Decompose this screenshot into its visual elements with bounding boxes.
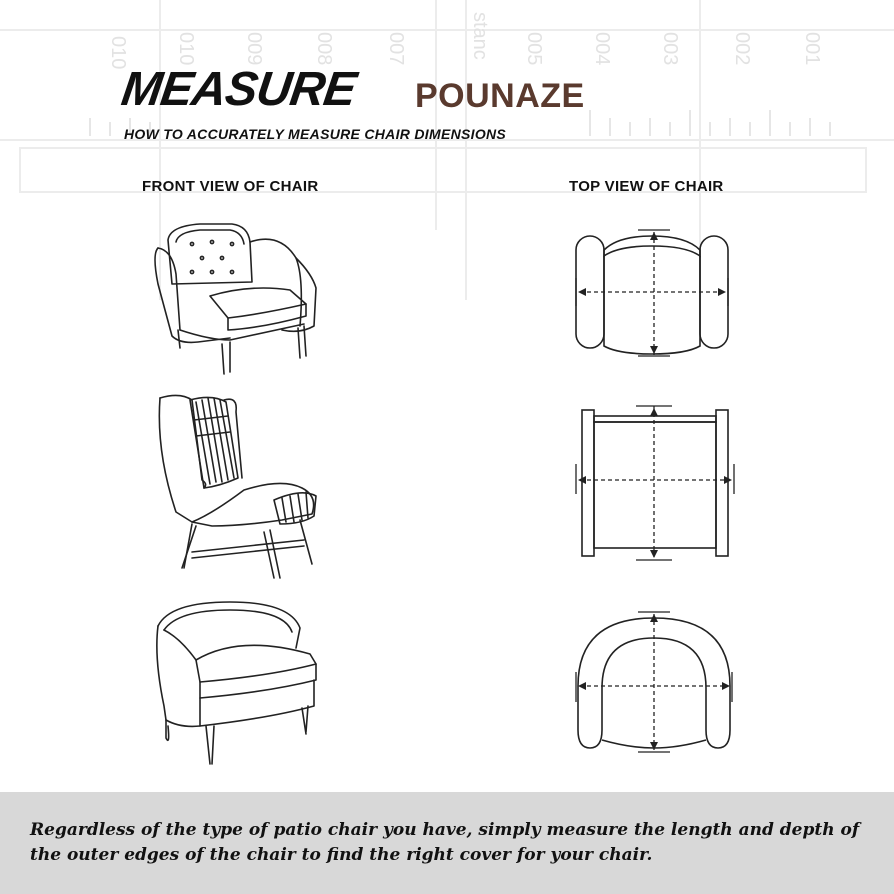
ruler-label: 007	[385, 32, 407, 66]
tufted-armchair-icon	[150, 218, 330, 380]
ruler-label: 009	[243, 32, 265, 66]
footer-note-bar	[0, 792, 894, 894]
rounded-seat-plan-icon	[568, 226, 736, 362]
ruler-label: 002	[731, 32, 753, 66]
top-view-heading: TOP VIEW OF CHAIR	[569, 178, 724, 195]
wingback-lounge-chair-icon	[152, 392, 328, 582]
ruler-label: 001	[801, 32, 823, 66]
ruler-label: 008	[313, 32, 335, 66]
brand-name: POUNAZE	[415, 77, 585, 115]
header	[118, 63, 585, 154]
background-ruler-graphic	[0, 0, 894, 330]
ruler-label: 010	[175, 32, 197, 66]
square-frame-plan-icon	[574, 402, 738, 566]
ruler-label: 003	[659, 32, 681, 66]
ruler-label: 010	[107, 36, 129, 70]
barrel-tub-chair-icon	[150, 598, 330, 770]
ruler-label: 005	[523, 32, 545, 66]
horseshoe-plan-icon	[570, 610, 738, 756]
tagline: HOW TO ACCURATELY MEASURE CHAIR DIMENSIONS	[124, 126, 507, 142]
ruler-label: stanc	[469, 12, 491, 60]
footer-note: Regardless of the type of patio chair you have, simply measure the length and depth of the outer edges of the chair to find the right cover for your chair.	[30, 820, 860, 865]
brand-title: MEASURE	[118, 63, 359, 116]
front-view-heading: FRONT VIEW OF CHAIR	[142, 178, 319, 195]
ruler-label: 004	[591, 32, 613, 66]
